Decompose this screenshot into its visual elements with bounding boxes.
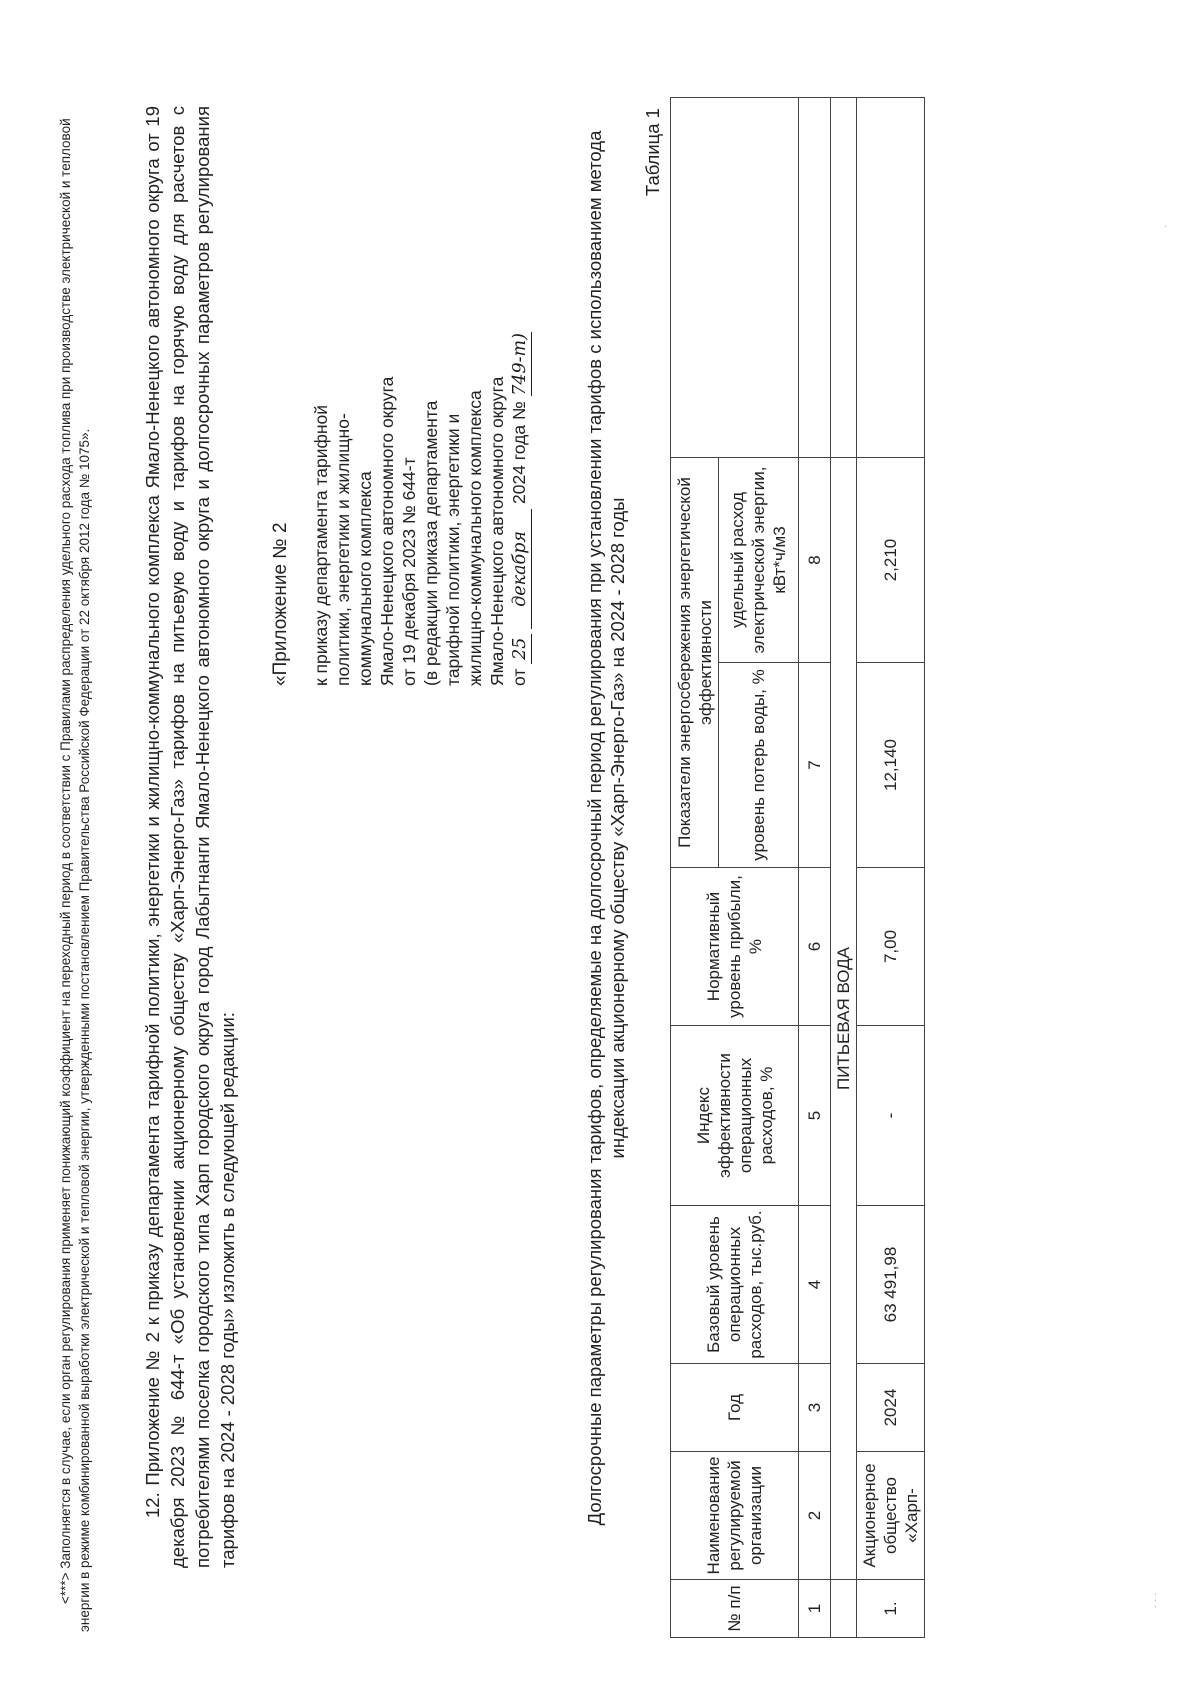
blank-cell <box>671 98 799 458</box>
row-water-losses: 12,140 <box>857 663 925 868</box>
col-number: 5 <box>799 1026 831 1206</box>
row-num: 1. <box>857 1580 925 1638</box>
row-name: Акционерное общество «Харп- <box>857 1452 925 1580</box>
header-energy-group: Показатели энергосбережения энергетической эффективности <box>671 458 719 868</box>
col-number: 4 <box>799 1206 831 1364</box>
parameters-table <box>670 97 925 1638</box>
appendix-line: жилищно-коммунального комплекса <box>465 390 485 686</box>
row-profit: 7,00 <box>857 868 925 1026</box>
col-number: 1 <box>799 1580 831 1638</box>
appendix-line: Ямало-Ненецкого автономного округа <box>377 376 397 686</box>
col-number: 8 <box>799 458 831 663</box>
appendix-date-line <box>508 126 532 686</box>
appendix-line: политики, энергетики и жилищно- <box>333 413 353 686</box>
paragraph-12: 12. Приложение № 2 к приказу департамента тарифной политики, энергетики и жилищно-коммунального комплекса Ямало-Ненецкого автономного округа от 19 декабря 2023 № 644-т «Об установлении акционерному обществу «Харп-Энерго-Газ» тарифов на питьевую воду и тарифов на горячую воду для расчетов с потребителями поселка городского типа Харп городского округа город Лабытнанги Ямало-Ненецкого автономного округа и долгосрочных параметров регулирования тарифов на 2024 - 2028 годы» изложить в следующей редакции: <box>142 106 238 1568</box>
appendix-title: «Приложение № 2 <box>270 522 291 686</box>
row-electricity: 2,210 <box>857 458 925 663</box>
blank-cell <box>831 1580 857 1638</box>
handwritten-day: 25 <box>509 634 532 664</box>
scan-speckle: · <box>1160 224 1171 228</box>
blank-cell <box>857 98 925 458</box>
col-number: 6 <box>799 868 831 1026</box>
header-base-opex: Базовый уровень операционных расходов, тыс.руб. <box>671 1206 799 1364</box>
row-efficiency-index: - <box>857 1026 925 1206</box>
header-profit: Нормативный уровень прибыли, % <box>671 868 799 1026</box>
appendix-line: от 19 декабря 2023 № 644-т <box>399 457 419 686</box>
appendix-line: коммунального комплекса <box>355 471 375 686</box>
section-title: ПИТЬЕВАЯ ВОДА <box>831 458 857 1580</box>
table-title: Таблица 1 <box>642 108 663 196</box>
footnote: <***> Заполняется в случае, если орган регулирования применяет понижающий коэффициент на переходный период в соответствии с Правилами распределения удельного расхода топлива при производстве электрической и тепловой энергии в режиме комбинированной выработки электрической и тепловой энергии, утвержденными постановлением Правительства Российской Федерации от 22 октября 2012 года № 1075». <box>58 118 92 1632</box>
header-num: № п/п <box>671 1580 799 1638</box>
header-year: Год <box>671 1364 799 1452</box>
appendix-line: к приказу департамента тарифной <box>311 404 331 686</box>
handwritten-month: декабря <box>509 509 532 629</box>
header-electricity: удельный расход электрической энергии, кВт*ч/м3 <box>719 458 799 663</box>
handwritten-order-number: 749-т) <box>510 333 530 396</box>
date-prefix: от <box>509 668 529 686</box>
appendix-reference <box>310 126 532 686</box>
header-water-losses: уровень потерь воды, % <box>719 663 799 868</box>
col-number: 3 <box>799 1364 831 1452</box>
date-year-text: 2024 года № <box>509 401 529 504</box>
col-number: 2 <box>799 1452 831 1580</box>
table-caption: Долгосрочные параметры регулирования тарифов, определяемые на долгосрочный период регулирования при установлении тарифов с использованием метода индексации акционерному обществу «Харп-Энерго-Газ» на 2024 - 2028 годы <box>584 130 628 1526</box>
appendix-line: (в редакции приказа департамента <box>421 400 441 686</box>
header-name: Наименование регулируемой организации <box>671 1452 799 1580</box>
blank-cell <box>799 98 831 458</box>
header-efficiency-index: Индекс эффективности операционных расходов, % <box>671 1026 799 1206</box>
scan-speckle: · · · <box>1150 1592 1161 1608</box>
appendix-line: Ямало-Ненецкого автономного округа <box>487 376 507 686</box>
appendix-line: тарифной политики, энергетики и <box>443 413 463 686</box>
row-base-opex: 63 491,98 <box>857 1206 925 1364</box>
col-number: 7 <box>799 663 831 868</box>
table-row <box>857 98 925 1638</box>
row-year: 2024 <box>857 1364 925 1452</box>
blank-cell <box>831 98 857 458</box>
